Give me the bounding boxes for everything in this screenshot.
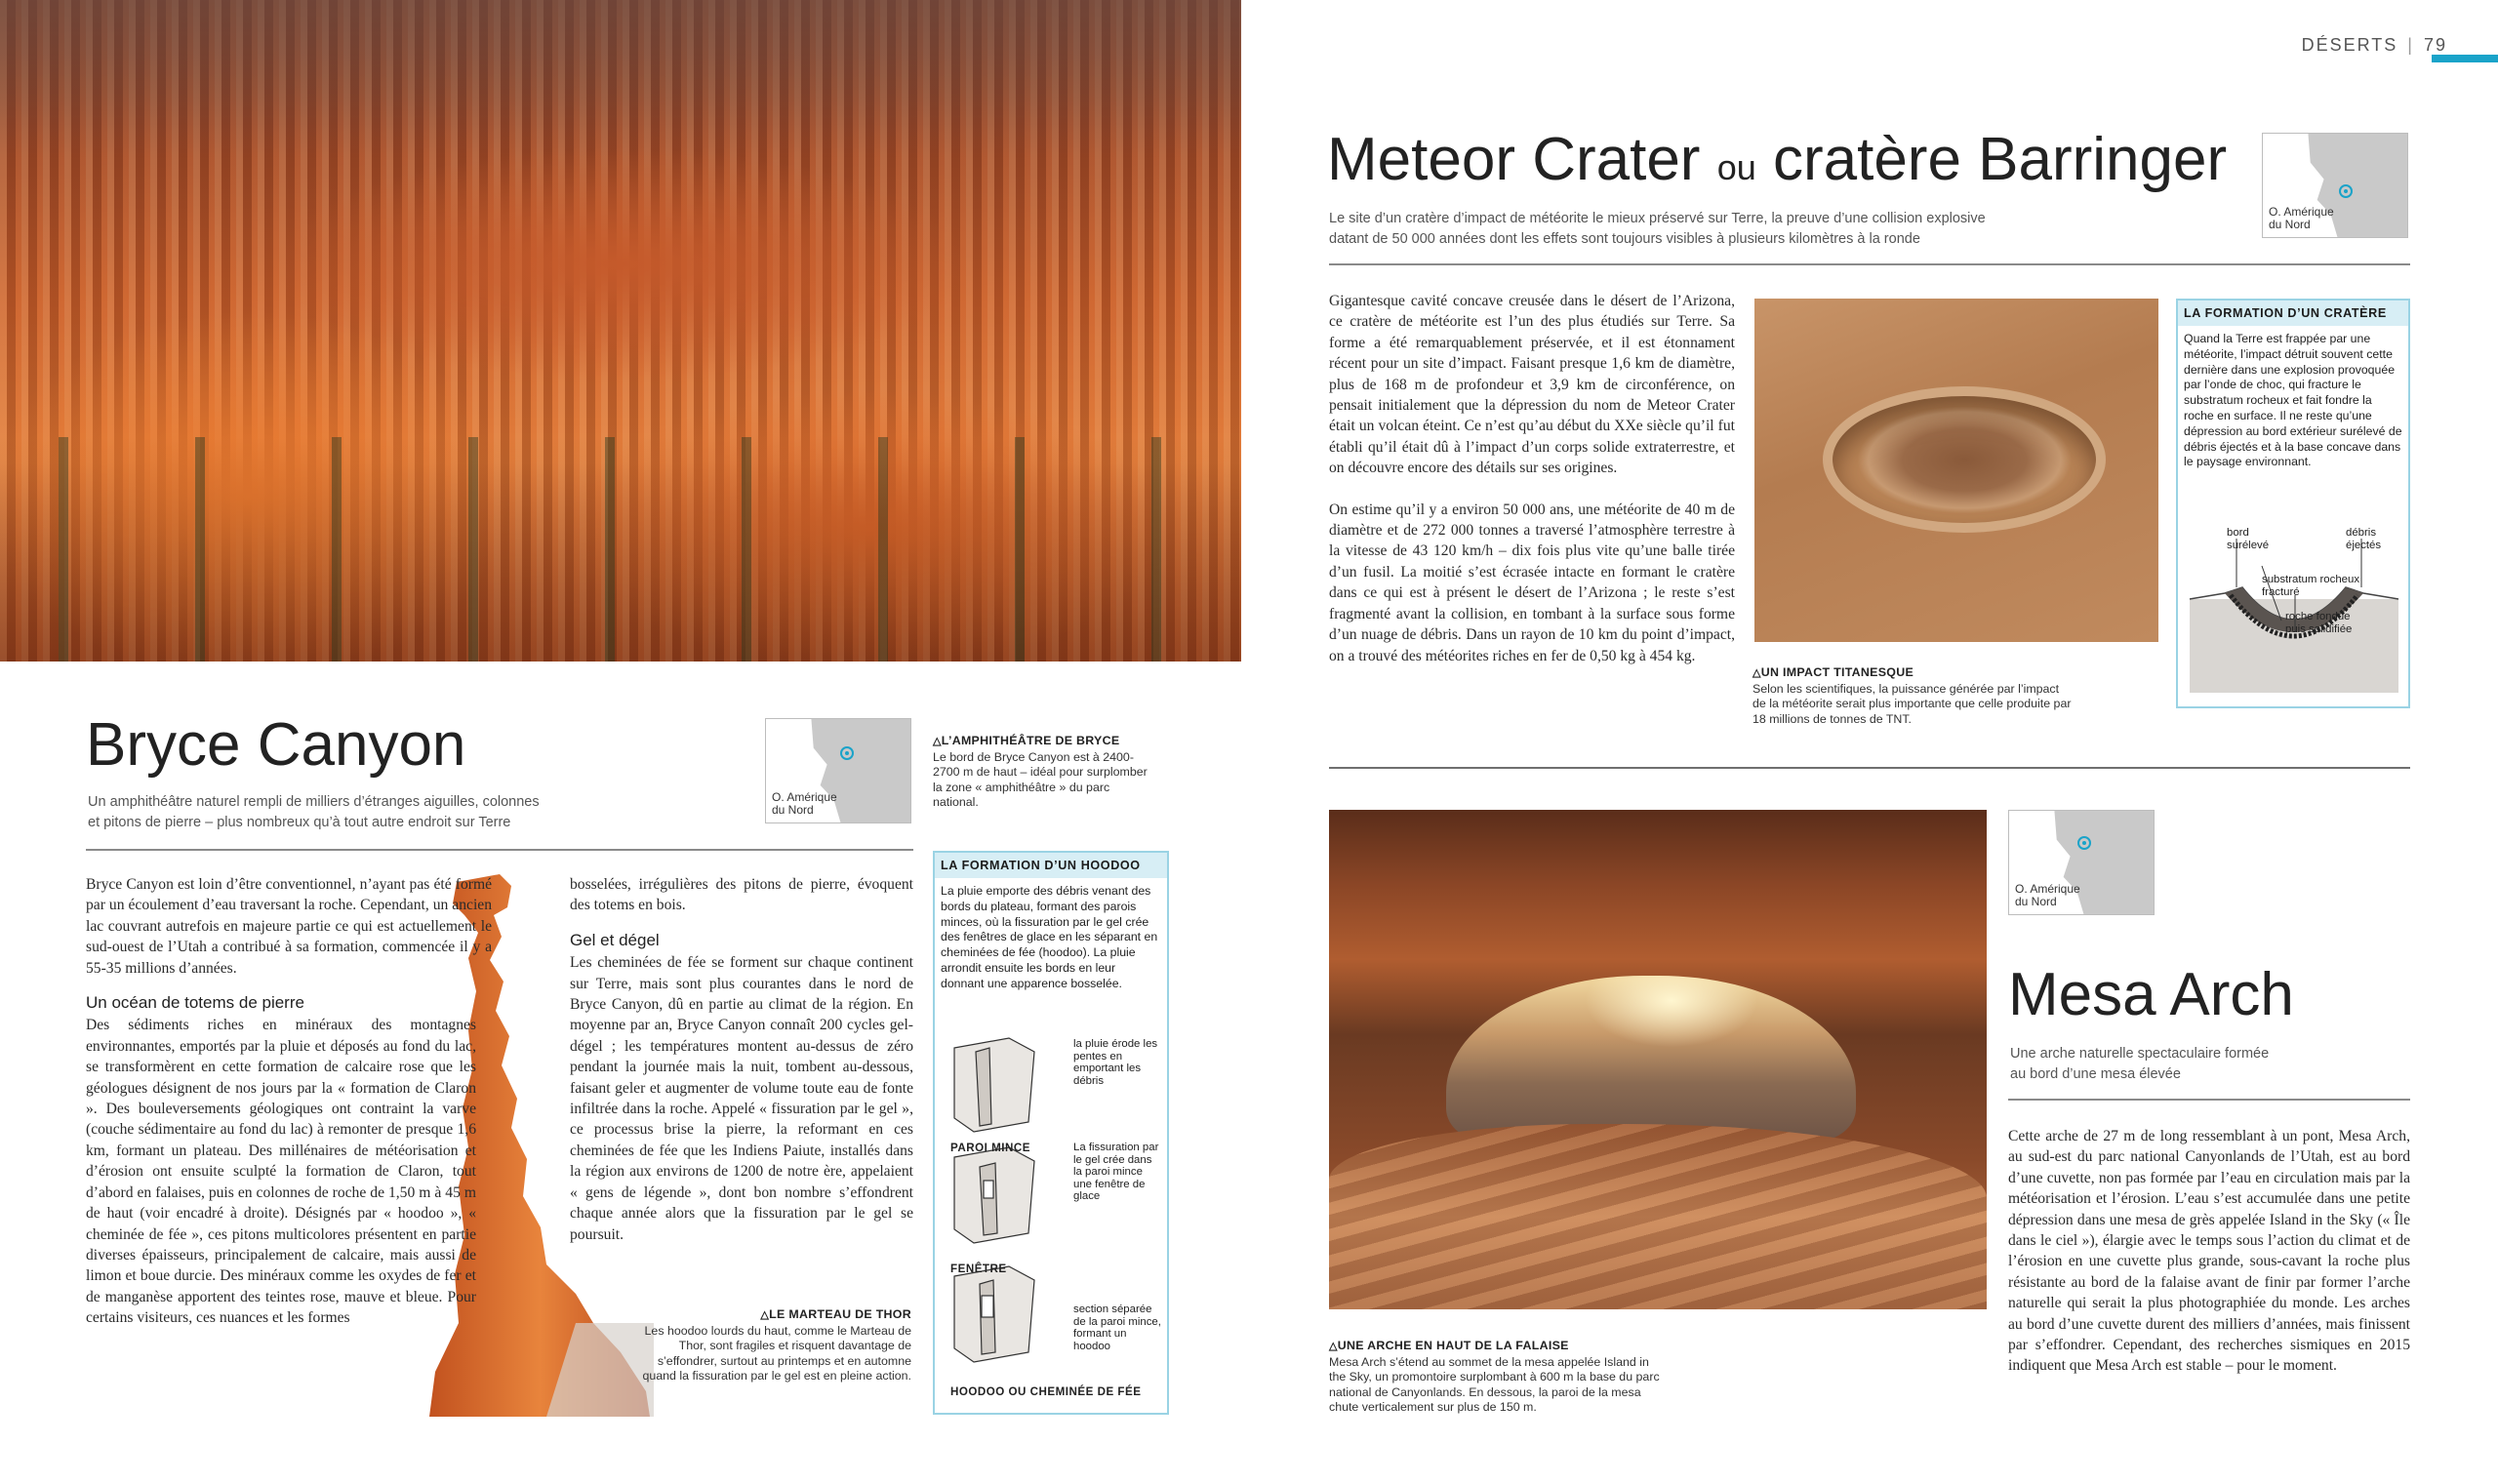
bryce-col2: bosselées, irrégulières des pitons de pierre, évoquent des totems en bois. Gel et dégel Les cheminées de fée se forment sur chaque continent sur Terre, mais sont plus courantes dans le nord de Bryce Canyon, dû en partie au climat de la région. En moyenne par an, Bryce Canyon connaît 200 cycles gel-dégel ; les températures montent au-dessus de zéro pendant la journée mais la nuit, tombent au-dessous, faisant geler et augmenter de volume toute eau de fonte infiltrée dans la roche. Appelé « fissuration par le gel », ce processus brise la pierre, la reformant en ces cheminées de fée que les Indiens Paiute, installés dans la région aux environs de 1200 de notre ère, appelaient « gens de légende », dont bon nombre s’effondrent chaque année alors que la fissuration par le gel se poursuit. [570, 876, 913, 1243]
hoodoo-stages-diagram [950, 1034, 1048, 1372]
label-thin-wall: PAROI MINCE [950, 1142, 1030, 1154]
bryce-col1: Bryce Canyon est loin d’être conventionnel, n’ayant pas été formé par un écoulement d’eau traversant la roche. Cependant, un ancien lac couvrant autrefois en majeure partie ce qui est actuellement le sud-ouest de l’Utah a contribué à sa formation, commencée il y a 55-35 millions d’années. Un océan de totems de pierre Des sédiments riches en minéraux des montagnes environnantes, emportés par la pluie et déposés au fond du lac, se transformèrent en cette formation de calcaire rose que les géologues désignent de nos jours par la « formation de Claron ». Des bouleversements géologiques ont contraint la varve (couche sédimentaire au fond du lac) à remonter de presque 1,6 km, formant un plateau. Des millénaires de météorisation et d’érosion ont ensuite sculpté la formation de Claron, tout d’abord en falaises, puis en colonnes de roche de 1,50 m à 45 m de haut (voir encadré à droite). Désignés par « hoodoo », « cheminée de fée », ces pitons multicolores présentent en partie diverses épaisseurs, principalement de calcaire, mais aussi de limon et boue durcie. Des minéraux comme les oxydes de fer et de manganèse apportent des teintes rose, mauve et bleue. Pour certains visiteurs, ces nuances et les formes [86, 876, 492, 1327]
locator-label: O. Amérique du Nord [2269, 205, 2334, 231]
mesa-locator-map [2008, 810, 2155, 915]
mesa-body: Cette arche de 27 m de long ressemblant à un pont, Mesa Arch, au sud-est du parc national Canyonlands de l’Utah, est au bord d’une cuvette, non pas formée par l’eau en circulation mais par la météorisation et l’érosion. L’eau s’est accumulée dans une petite dépression dans une mesa de grès appelée Island in the Sky (« Île dans le ciel »), élargie avec le temps sous l’action du climat et de l’érosion en une cuvette plus grande, sous-cavant la roche plus résistante au bord de la falaise avant de finir par former l’arche naturelle qui serait la plus photographiée du monde. Les arches au bord d’une cuvette durent des milliers d’années, mais finissent par s’effondrer. Cependant, des recherches sismiques en 2015 indiquent que Mesa Arch est stable – pour le moment. [2008, 1128, 2410, 1375]
meteor-title [1327, 125, 2227, 194]
label-melt: roche fondue puis solidifiée [2285, 611, 2353, 635]
crater-box-title: LA FORMATION D’UN CRATÈRE [2178, 301, 2408, 326]
label-rain-erodes: la pluie érode les pentes en emportant les débris [1073, 1038, 1158, 1087]
label-window: FENÊTRE [950, 1263, 1007, 1275]
section-divider [1329, 767, 2410, 769]
heading-ocean-of-totems: Un océan de totems de pierre [86, 993, 304, 1013]
location-marker-icon [2077, 836, 2091, 850]
heading-frost-thaw: Gel et dégel [570, 930, 660, 949]
running-head: DÉSERTS | 79 [2301, 35, 2447, 55]
meteor-title-a: Meteor Crater [1327, 126, 1701, 193]
bryce-locator-map [765, 718, 911, 823]
hoodoo-box-text: La pluie emporte des débris venant des bords du plateau, formant des parois minces, où la fissuration par le gel crée des fenêtres de glace en les séparant en cheminées de fée (hoodoo). La pluie arrondit ensuite les bords en leur donnant une apparence bosselée. [941, 884, 1158, 990]
meteor-rule [1329, 263, 2410, 265]
meteor-subtitle: Le site d’un cratère d’impact de météorite le mieux préservé sur Terre, la preuve d’une collision explosive datant de 50 000 années dont les effets sont toujours visibles à plusieurs kilomètres à la ronde [1329, 211, 1986, 247]
bryce-subtitle: Un amphithéâtre naturel rempli de milliers d’étranges aiguilles, colonnes et pitons de pierre – plus nombreux qu’à tout autre endroit sur Terre [88, 794, 540, 830]
mesa-title: Mesa Arch [2008, 961, 2294, 1028]
label-hoodoo: HOODOO OU CHEMINÉE DE FÉE [950, 1385, 1142, 1398]
meteor-crater-photo [1754, 299, 2158, 642]
locator-label: O. Amérique du Nord [2015, 882, 2080, 908]
meteor-body: Gigantesque cavité concave creusée dans le désert de l’Arizona, ce cratère de météorite est l’un des plus étudiés sur Terre. Sa forme a été remarquablement préservée, et il est étonnament récent pour un site d’impact. Faisant presque 1,6 km de diamètre, plus de 168 m de profondeur et 3,9 km de circonférence, on pensait initialement que la dépression du nom de Meteor Crater était un volcan éteint. Ce n’est qu’au début du XXe siècle qu’il fut établi qu’il était dû à l’impact d’un corps solide extraterrestre, et on découvre encore des détails sur ses origines. On estime qu’il y a environ 50 000 ans, une météorite de 40 m de diamètre et de 272 000 tonnes a traversé l’atmosphère terrestre à la vitesse de 43 120 km/h – dix fois plus vite qu’une balle tirée d’un fusil. La moitié s’est écrasée intacte en formant le cratère dans ce qui est à présent le désert de l’Arizona ; le reste s’est fragmenté avant la collision, en tombant à la surface sous forme d’un nuage de débris. Dans un rayon de 10 km du point d’impact, on a trouvé des météorites riches en fer de 0,50 kg à 454 kg. [1329, 293, 1735, 664]
label-bedrock: substratum rocheux fracturé [2262, 574, 2360, 598]
label-separated-section: section séparée de la paroi mince, formant un hoodoo [1073, 1304, 1161, 1352]
impact-caption: △UN IMPACT TITANESQUE Selon les scientifiques, la puissance générée par l’impact de la météorite serait plus importante que celle produite par 18 millions de tonnes de TNT. [1753, 665, 2072, 726]
mesa-rule [2008, 1099, 2410, 1101]
locator-label: O. Amérique du Nord [772, 790, 837, 817]
bryce-canyon-photo [0, 0, 1241, 662]
label-raised-rim: bord surélevé [2227, 527, 2270, 551]
label-ejecta: débris éjectés [2346, 527, 2382, 551]
location-marker-icon [840, 746, 854, 760]
crater-box-text: Quand la Terre est frappée par une météorite, l’impact détruit souvent cette dernière dans une explosion provoquée par l’onde de choc, qui fracture le substratum rocheux et fait fondre la roche en surface. Il ne reste qu’une dépression au bord extérieur surélevé de débris éjectés et à la base concave dans le paysage environnant. [2184, 332, 2402, 469]
meteor-title-b: cratère Barringer [1772, 126, 2228, 193]
thors-hammer-caption: △LE MARTEAU DE THOR Les hoodoo lourds du haut, comme le Marteau de Thor, sont fragiles et risquent davantage de s’effondrer, surtout au printemps et en automne quand la fissuration par le gel est en pleine action. [642, 1307, 911, 1384]
section-tab-marker [2432, 55, 2498, 62]
mesa-arch-photo [1329, 810, 1987, 1309]
arch-caption: △UNE ARCHE EN HAUT DE LA FALAISE Mesa Arch s’étend au sommet de la mesa appelée Island in the Sky, un promontoire surplombant à 600 m la base du parc national de Canyonlands. En dessous, la paroi de la mesa chute verticalement sur plus de 150 m. [1329, 1339, 1660, 1415]
meteor-locator-map [2262, 133, 2408, 238]
section-name: DÉSERTS [2301, 35, 2398, 55]
hoodoo-formation-box [933, 851, 1169, 1415]
bryce-rule [86, 849, 913, 851]
meteor-title-ou: ou [1716, 147, 1756, 187]
bryce-title: Bryce Canyon [86, 711, 466, 779]
mesa-subtitle: Une arche naturelle spectaculaire formée au bord d’une mesa élevée [2010, 1046, 2270, 1082]
amphitheatre-caption: △L’AMPHITHÉÂTRE DE BRYCE Le bord de Bryce Canyon est à 2400-2700 m de haut – idéal pour surplomber la zone « amphithéâtre » du parc national. [933, 734, 1148, 810]
page-number: 79 [2423, 35, 2447, 55]
hoodoo-box-title: LA FORMATION D’UN HOODOO [935, 853, 1167, 878]
location-marker-icon [2339, 184, 2353, 198]
crater-formation-box [2176, 299, 2410, 708]
label-frost-wedging: La fissuration par le gel crée dans la paroi mince une fenêtre de glace [1073, 1142, 1159, 1202]
